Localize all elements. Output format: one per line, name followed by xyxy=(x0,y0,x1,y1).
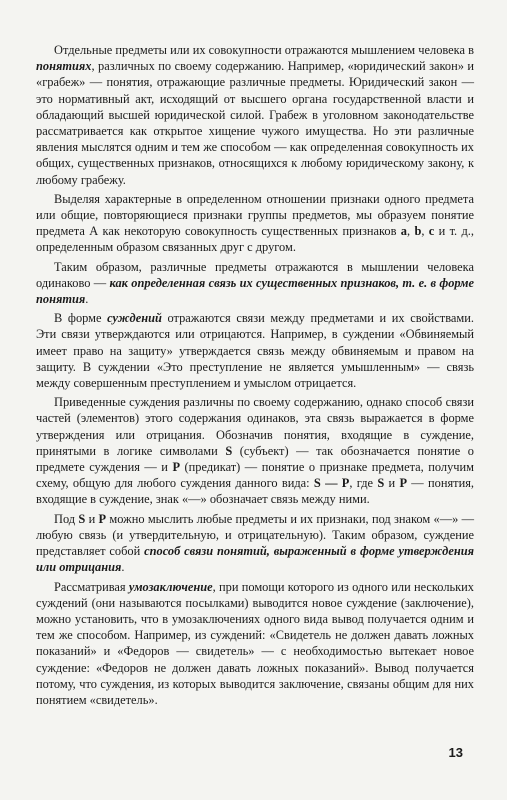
bold-symbol: b xyxy=(414,224,422,239)
text-run: и xyxy=(85,511,99,526)
bold-symbol: S xyxy=(225,443,233,458)
text-run: В форме xyxy=(54,311,108,326)
text-run: , различных по своему содержанию. Например, «юридический закон» и «грабеж» — понятия, отражающие различные предметы. Юридический закон — это нормативный акт, исходящий от высшего органа государственной власти и обладающий высшей юридической силой. Грабеж в уголовном законодательстве рассматривается как открытое хищение чужого имущества. Но эти различные явления мыслятся одним и тем же способом — как определенная совокупность их общих, существенных признаков, относящихся к любому юридическому закону, к любому грабежу. xyxy=(36,59,474,187)
paragraph xyxy=(36,511,474,576)
bold-symbol: P xyxy=(399,476,408,491)
emphasized-term: суждений xyxy=(107,311,162,326)
text-run: — понятия, входящие в суждение, знак «—» обозначает связь между ними. xyxy=(36,476,474,507)
text-run: Под xyxy=(54,511,79,526)
bold-symbol: c xyxy=(428,224,435,239)
emphasized-term: как определенная связь их существенных признаков, т. е. в форме понятия xyxy=(36,275,474,307)
emphasized-term: понятиях xyxy=(36,59,92,74)
bold-symbol: P xyxy=(172,460,181,475)
text-run: , xyxy=(407,224,415,239)
bold-symbol: S — P xyxy=(313,476,350,491)
text-run: и т. д., определенным образом связанных друг с другом. xyxy=(36,224,474,255)
text-run: . xyxy=(85,292,89,307)
paragraph xyxy=(36,191,474,256)
text-run: , при помощи которого из одного или нескольких суждений (они называются посылками) выводится новое суждение (заключение), можно установить, что в умозаключениях одного вида вывод получается одним и тем же способом. Например, из суждений: «Свидетель не должен давать ложных показаний» и «Федоров — свидетель» — с необходимостью вытекает новое суждение: «Федоров не должен давать ложных показаний». Вывод получается потому, что суждения, из которых выводится заключение, связаны общим для них понятием «свидетель». xyxy=(36,579,475,707)
text-run: можно мыслить любые предметы и их признаки, под знаком «—» — любую связь (и утвердительную, и отрицательную). Таким образом, суждение представляет собой xyxy=(36,511,474,559)
body-text xyxy=(36,42,474,711)
text-run: Приведенные суждения различны по своему содержанию, однако способ связи частей (элементов) этого содержания одинаков, эта связь выражается в форме утверждения или отрицания. Обозначив понятия, входящие в суждение, принятыми в логике символами xyxy=(36,395,474,458)
text-run: . xyxy=(121,560,125,575)
text-run: Отдельные предметы или их совокупности отражаются мышлением человека в xyxy=(54,43,474,57)
bold-symbol: a xyxy=(400,224,407,239)
text-run: (предикат) — понятие о признаке предмета, получим схему, общую для любого суждения данного вида: xyxy=(36,460,475,491)
paragraph xyxy=(36,579,474,709)
text-run: отражаются связи между предметами и их свойствами. Эти связи утверждаются или отрицаются. Например, в суждении «Обвиняемый имеет право на защиту» утверждается связь между обвиняемым и правом на защиту. В суждении «Это преступление не является умышленным» — связь между совершенным преступлением и умыслом отрицается. xyxy=(36,311,474,391)
bold-symbol: P xyxy=(98,511,107,526)
paragraph xyxy=(36,42,474,188)
emphasized-term: способ связи понятий, выраженный в форме утверждения или отрицания xyxy=(36,544,474,575)
paragraph xyxy=(36,259,474,308)
bold-symbol: S xyxy=(78,511,86,526)
paragraph xyxy=(36,310,474,391)
text-run: , xyxy=(421,224,429,239)
paragraph xyxy=(36,394,474,507)
text-run: Выделяя характерные в определенном отношении признаки одного предмета или общие, повторяющиеся признаки группы предметов, мы образуем понятие предмета А как некоторую совокупность существенных признаков xyxy=(36,191,474,239)
bold-symbol: S xyxy=(377,476,385,491)
text-run: , где xyxy=(349,476,378,491)
text-run: Рассматривая xyxy=(54,579,129,594)
page-number: 13 xyxy=(448,745,463,760)
emphasized-term: умозаключение xyxy=(128,579,213,594)
text-run: Таким образом, различные предметы отражаются в мышлении человека одинаково — xyxy=(36,259,474,290)
text-run: и xyxy=(384,476,400,491)
text-run: (субъект) — так обозначается понятие о предмете суждения — и xyxy=(36,443,474,475)
